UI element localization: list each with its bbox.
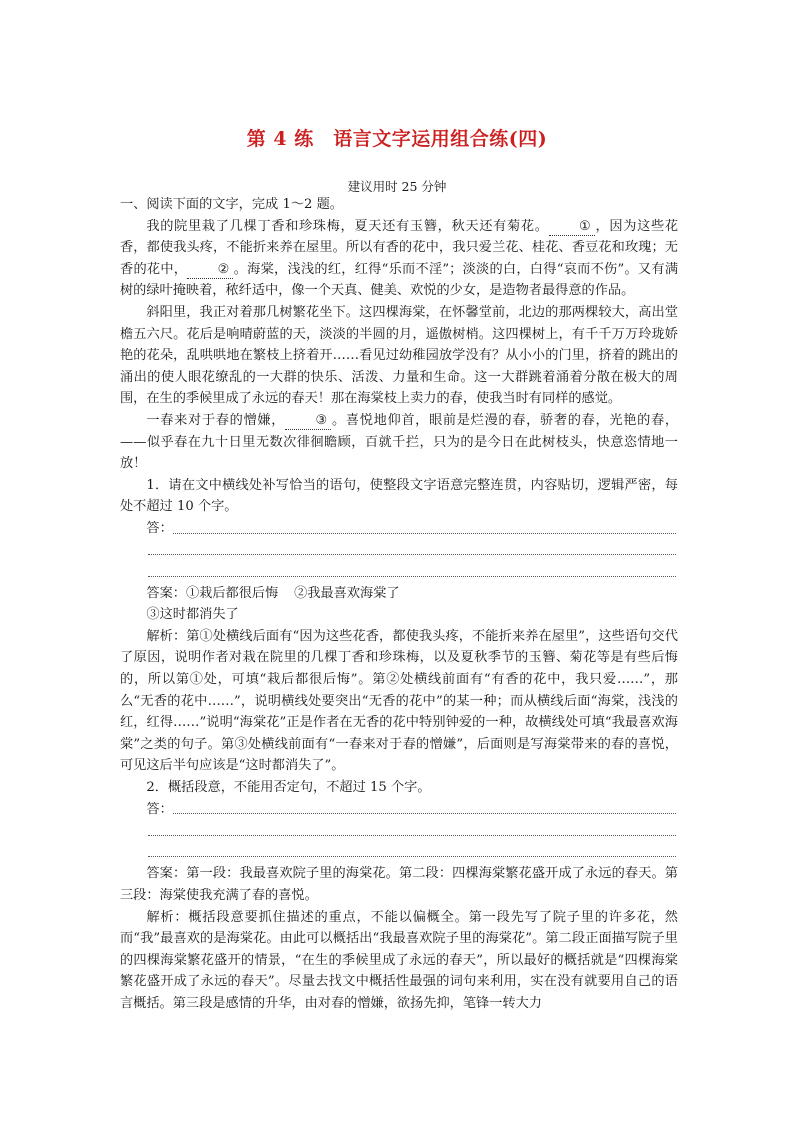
section-instruction: 一、阅读下面的文字，完成 1～2 题。: [120, 197, 343, 212]
dotted-rule: [120, 561, 678, 583]
blank-2: ②: [187, 262, 233, 279]
passage-paragraph-2: 斜阳里，我正对着那几树繁花坐下。这四棵海棠，在怀馨堂前，北边的那两棵较大，高出堂檐五六尺。花后是响晴蔚蓝的天，淡淡的半圆的月，遥傲树梢。这四棵树上，有千千万万玲珑娇艳的花朵，乱哄哄地在繁枝上挤着开……看见过幼稚园放学没有？从小小的门里，挤着的跳出的涌出的使人眼花缭乱的一大群的快乐、活泼、力量和生命。这一大群跳着涌着分散在极大的周围，在生的季候里成了永远的春天！那在海棠枝上卖力的春，使我当时有同样的感觉。: [120, 304, 678, 407]
document-body: [120, 194, 678, 1015]
blank-3: ③: [285, 413, 331, 430]
answer-label: 答：: [146, 520, 173, 536]
passage-paragraph-1: [120, 216, 678, 302]
analysis-2: 解析：概括段意要抓住描述的重点，不能以偏概全。第一段先写了院子里的许多花，然而“我”最喜欢的是海棠花。由此可以概括出“我最喜欢院子里的海棠花”。第二段正面描写院子里的四棵海棠繁花盛开的情景，“在生的季候里成了永远的春天”，所以最好的概括就是“四棵海棠繁花盛开成了永远的春天”。尽量去找文中概括性最强的词句来利用，实在没有就要用自己的语言概括。第三段是感情的升华，由对春的憎嫌，欲扬先抑，笔锋一转大力: [120, 909, 678, 1011]
passage-text: 我的院里栽了几棵丁香和珍珠梅，夏天还有玉簪，秋天还有菊花。: [146, 218, 549, 234]
answer-2: 答案：第一段：我最喜欢院子里的海棠花。第二段：四棵海棠繁花盛开成了永远的春天。第三段：海棠使我充满了春的喜悦。: [120, 866, 678, 903]
dotted-rule: [173, 533, 676, 534]
answer-label: 答：: [146, 801, 173, 817]
answer-1: [120, 583, 678, 605]
passage-text: 。喜悦地仰首，眼前是烂漫的春，骄奢的春，光艳的春，——似乎春在九十日里无数次徘徊瞻顾，百就千拦，只为的是今日在此树枝头，快意恣情地一放！: [120, 412, 679, 472]
dotted-rule: [120, 540, 678, 562]
passage-text: ，因为这些花香，都使我头疼，不能折来养在屋里。所以有香的花中，我只爱兰花、桂花、香豆花和玫瑰；无香的花中，: [120, 218, 679, 277]
question-1: 1．请在文中横线处补写恰当的语句，使整段文字语意完整连贯，内容贴切，逻辑严密，每处不超过 10 个字。: [120, 477, 678, 515]
dotted-rule: [120, 842, 678, 864]
answer-text: 答案：①栽后都很后悔: [146, 585, 279, 601]
dotted-rule: [120, 820, 678, 842]
passage-paragraph-3: [120, 410, 678, 475]
question-2: 2．概括段意，不能用否定句，不超过 15 个字。: [146, 780, 431, 796]
passage-text: 。海棠，浅浅的红，红得“乐而不淫”；淡淡的白，白得“哀而不伤”。又有满树的绿叶掩映着，秾纤适中，像一个天真、健美、欢悦的少女，是造物者最得意的作品。: [120, 261, 679, 299]
answer-1-cont: ③这时都消失了: [146, 607, 239, 623]
blank-1: ①: [549, 219, 595, 236]
passage-text: 一春来对于春的憎嫌，: [146, 412, 286, 428]
analysis-1: 解析：第①处横线后面有“因为这些花香，都使我头疼，不能折来养在屋里”，这些语句交代了原因，说明作者对栽在院里的几棵丁香和珍珠梅，以及夏秋季节的玉簪、菊花等是有些后悔的，所以第①处，可填“栽后都很后悔”。第②处横线前面有“有香的花中，我只爱……”，那么“无香的花中……”，说明横线处要突出“无香的花中”的某一种；而从横线后面“海棠，浅浅的红，红得……”说明“海棠花”正是作者在无香的花中特别钟爱的一种，故横线处可填“我最喜欢海棠”之类的句子。第③处横线前面有“一春来对于春的憎嫌”，后面则是写海棠带来的春的喜悦，可见这后半句应该是“这时都消失了”。: [120, 628, 678, 774]
time-note: 建议用时 25 分钟: [347, 179, 447, 194]
dotted-rule: [173, 813, 676, 814]
answer-line: [120, 799, 678, 821]
page-title: 第 4 练 语言文字运用组合练(四): [246, 128, 548, 150]
answer-text: ②我最喜欢海棠了: [294, 585, 400, 601]
answer-line: [120, 518, 678, 540]
